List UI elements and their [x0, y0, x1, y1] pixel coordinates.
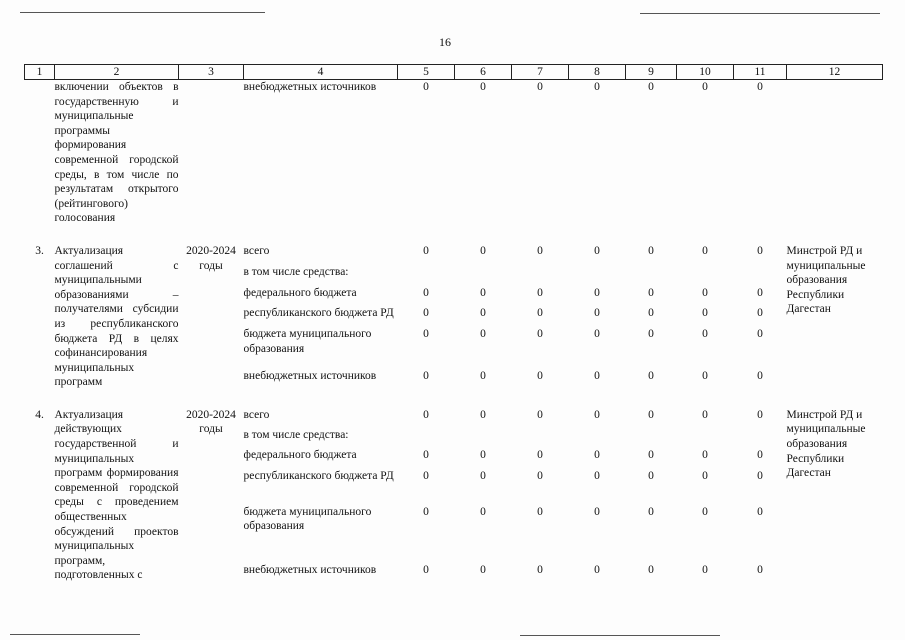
continuation-row — [25, 80, 883, 226]
value-cell: 0 — [594, 449, 600, 462]
value-cell: 0 — [594, 408, 600, 421]
value-cell: 0 — [757, 449, 763, 462]
value-cell: 0 — [648, 505, 654, 518]
column-number: 4 — [244, 65, 398, 80]
funding-source: федерального бюджета — [243, 449, 357, 462]
column-number: 6 — [455, 65, 512, 80]
value-cell: 0 — [480, 408, 486, 421]
value-cell: 0 — [757, 307, 763, 320]
value-cell: 0 — [702, 408, 708, 421]
funding-source: бюджета муниципального образования — [243, 505, 372, 533]
value-cell: 0 — [648, 307, 654, 320]
value-cell: 0 — [648, 408, 654, 421]
program-table — [24, 64, 883, 583]
column-number-row — [25, 65, 883, 80]
funding-source: республиканского бюджета РД — [243, 307, 394, 320]
value-cell: 0 — [423, 307, 429, 320]
funding-source: федерального бюджета — [243, 286, 357, 299]
row-number: 3. — [35, 244, 44, 257]
funding-source: бюджета муниципального образования — [243, 328, 372, 355]
scan-edge-bottom-mid — [520, 635, 720, 636]
value-cell: 0 — [537, 370, 543, 382]
value-cell: 0 — [648, 563, 654, 576]
value-cell: 0 — [423, 370, 429, 382]
column-number: 9 — [626, 65, 677, 80]
measure-name: Актуализация действующих государственной и муниципальных программ формирования современной городской среды с проведением общественных обсуждений проектов муниципальных программ, подготовленных с — [54, 408, 179, 582]
value-cell: 0 — [423, 244, 429, 257]
value-cell: 0 — [480, 505, 486, 518]
row-number: 4. — [35, 408, 44, 421]
funding-source: внебюджетных источников — [243, 370, 377, 382]
value-cell: 0 — [594, 370, 600, 382]
value-cell: 0 — [702, 81, 708, 93]
value-cell: 0 — [423, 505, 429, 518]
value-cell: 0 — [537, 408, 543, 421]
value-cell: 0 — [537, 244, 543, 257]
value-cell: 0 — [537, 328, 543, 341]
value-cell: 0 — [480, 307, 486, 320]
period: 2020-2024 годы — [186, 408, 236, 436]
value-cell: 0 — [702, 328, 708, 341]
value-cell: 0 — [423, 81, 429, 93]
value-cell: 0 — [757, 505, 763, 518]
executor: Минстрой РД и муниципальные образования Республики Дагестан — [786, 244, 866, 316]
value-cell: 0 — [757, 370, 763, 382]
measure-name: включении объектов в государственную и муниципальные программы формирования современной городской среды, в том числе по результатам открытого (рейтингового) голосования — [54, 81, 179, 225]
value-cell: 0 — [423, 563, 429, 576]
value-cell: 0 — [648, 244, 654, 257]
value-cell: 0 — [537, 286, 543, 299]
value-cell: 0 — [537, 469, 543, 482]
value-cell: 0 — [757, 328, 763, 341]
value-cell: 0 — [480, 244, 486, 257]
value-cell: 0 — [480, 563, 486, 576]
total-label: всего — [243, 244, 270, 257]
column-number: 7 — [512, 65, 569, 80]
value-cell: 0 — [702, 286, 708, 299]
funding-source: внебюджетных источников — [243, 563, 377, 576]
column-number: 1 — [25, 65, 55, 80]
value-cell: 0 — [480, 81, 486, 93]
scan-edge-bottom — [10, 634, 140, 635]
value-cell: 0 — [480, 449, 486, 462]
value-cell: 0 — [480, 469, 486, 482]
value-cell: 0 — [480, 370, 486, 382]
column-number: 5 — [398, 65, 455, 80]
value-cell: 0 — [423, 286, 429, 299]
value-cell: 0 — [757, 244, 763, 257]
scan-edge-top — [20, 12, 265, 13]
value-cell: 0 — [648, 328, 654, 341]
value-cell: 0 — [702, 370, 708, 382]
period: 2020-2024 годы — [186, 244, 236, 272]
value-cell: 0 — [702, 244, 708, 257]
value-cell: 0 — [648, 469, 654, 482]
value-cell: 0 — [423, 449, 429, 462]
value-cell: 0 — [537, 307, 543, 320]
value-cell: 0 — [757, 286, 763, 299]
value-cell: 0 — [757, 81, 763, 93]
value-cell: 0 — [594, 328, 600, 341]
value-cell: 0 — [757, 469, 763, 482]
funding-source: республиканского бюджета РД — [243, 469, 394, 482]
column-number: 3 — [179, 65, 244, 80]
value-cell: 0 — [594, 505, 600, 518]
value-cell: 0 — [480, 286, 486, 299]
value-cell: 0 — [757, 408, 763, 421]
value-cell: 0 — [648, 449, 654, 462]
value-cell: 0 — [537, 449, 543, 462]
value-cell: 0 — [702, 307, 708, 320]
value-cell: 0 — [480, 328, 486, 341]
value-cell: 0 — [594, 307, 600, 320]
column-number: 12 — [787, 65, 883, 80]
value-cell: 0 — [594, 563, 600, 576]
table-row-total — [25, 244, 883, 265]
scan-edge-top-right — [640, 13, 880, 14]
incl-label: в том числе средства: — [243, 265, 349, 278]
value-cell: 0 — [423, 408, 429, 421]
value-cell: 0 — [594, 286, 600, 299]
measure-name: Актуализация соглашений с муниципальными образованиями – получателями субсидии из республиканского бюджета РД в целях софинансирования муниципальных программ — [54, 244, 179, 389]
value-cell: 0 — [757, 563, 763, 576]
table-row-total — [25, 408, 883, 428]
column-number: 2 — [55, 65, 179, 80]
value-cell: 0 — [537, 505, 543, 518]
value-cell: 0 — [648, 81, 654, 93]
column-number: 11 — [734, 65, 787, 80]
value-cell: 0 — [702, 505, 708, 518]
value-cell: 0 — [702, 449, 708, 462]
value-cell: 0 — [537, 81, 543, 93]
value-cell: 0 — [594, 81, 600, 93]
value-cell: 0 — [648, 370, 654, 382]
page-number: 16 — [439, 35, 451, 49]
value-cell: 0 — [423, 469, 429, 482]
value-cell: 0 — [702, 469, 708, 482]
total-label: всего — [243, 408, 270, 421]
value-cell: 0 — [702, 563, 708, 576]
funding-source: внебюджетных источников — [243, 81, 377, 93]
value-cell: 0 — [537, 563, 543, 576]
column-number: 8 — [569, 65, 626, 80]
column-number: 10 — [677, 65, 734, 80]
value-cell: 0 — [423, 328, 429, 341]
value-cell: 0 — [594, 469, 600, 482]
value-cell: 0 — [648, 286, 654, 299]
executor: Минстрой РД и муниципальные образования Республики Дагестан — [786, 408, 866, 480]
value-cell: 0 — [594, 244, 600, 257]
incl-label: в том числе средства: — [243, 429, 349, 442]
